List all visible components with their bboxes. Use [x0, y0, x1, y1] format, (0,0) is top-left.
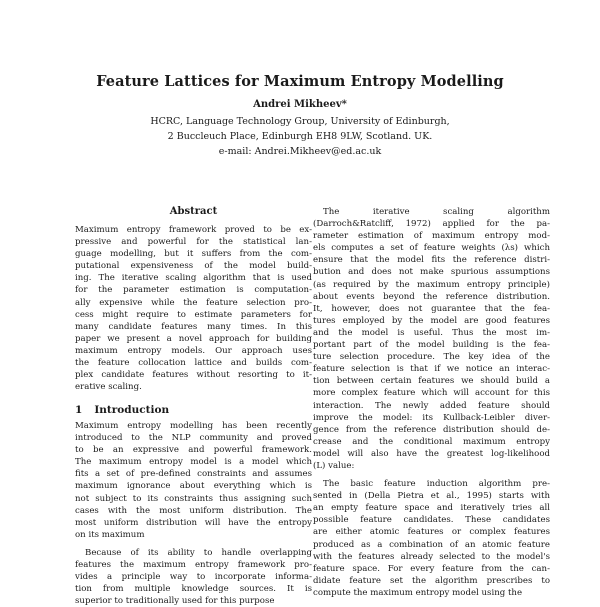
text-line: more complex feature which will account for this: [313, 388, 550, 399]
text-line: introduced to the NLP community and proved: [75, 433, 312, 444]
text-line: portant part of the model building is the fea-: [313, 340, 550, 351]
section-heading: [75, 404, 169, 416]
text-line: improve the model: its Kullback-Leibler diver-: [313, 412, 550, 423]
text-line: model will also have the greatest log-likelihood: [313, 448, 550, 459]
text-line: It, however, does not guarantee that the fea-: [313, 303, 550, 314]
text-line: are either atomic features or complex features: [313, 527, 550, 538]
affiliation-line: HCRC, Language Technology Group, University of Edinburgh,: [150, 116, 450, 127]
abstract-body: [75, 224, 312, 393]
intro-body: [75, 420, 312, 541]
text-line: (Darroch&Ratcliff, 1972) applied for the pa-: [313, 219, 550, 230]
text-line: maximum entropy models. Our approach uses: [75, 345, 312, 356]
section-number: 1: [75, 404, 83, 416]
text-line: the feature collocation lattice and builds com-: [75, 358, 312, 369]
text-line: an empty feature space and iteratively tries all: [313, 503, 550, 514]
paper-title: Feature Lattices for Maximum Entropy Modelling: [96, 73, 504, 90]
text-line: Maximum entropy framework proved to be ex-: [75, 225, 312, 235]
text-line: The maximum entropy model is a model which: [75, 457, 312, 468]
text-line: Because of its ability to handle overlapping: [85, 547, 312, 558]
right-paragraph-1: [313, 206, 550, 472]
author-name: Andrei Mikheev*: [253, 99, 347, 110]
text-line: sented in (Della Pietra et al., 1995) starts with: [313, 491, 550, 502]
text-line: not subject to its constraints thus assigning such: [75, 493, 312, 504]
text-line: cess might require to estimate parameters for: [75, 309, 312, 320]
text-line: bution and does not make spurious assumptions: [313, 267, 550, 278]
text-line: tures employed by the model are good features: [313, 315, 550, 326]
text-line: Maximum entropy modelling has been recently: [75, 421, 312, 431]
text-line: The basic feature induction algorithm pre-: [323, 479, 550, 490]
text-line: didate feature set the algorithm prescribes to: [313, 575, 550, 586]
text-line: (as required by the maximum entropy principle): [313, 279, 550, 290]
left-column: [75, 224, 312, 393]
text-line: erative scaling.: [75, 382, 142, 393]
intro-body-2: [75, 547, 312, 607]
text-line: ensure that the model fits the reference distri-: [313, 255, 550, 266]
text-line: tion from multiple knowledge sources. It is: [75, 584, 312, 595]
text-line: most uniform distribution will have the entropy: [75, 517, 312, 528]
affiliation-block: [0, 114, 600, 159]
text-line: feature selection is that if we notice an interac-: [313, 364, 550, 375]
text-line: paper we present a novel approach for building: [75, 333, 312, 344]
text-line: gence from the reference distribution should de-: [313, 424, 550, 435]
text-line: The iterative scaling algorithm: [323, 207, 550, 217]
text-line: compute the maximum entropy model using the: [313, 587, 523, 598]
text-line: superior to traditionally used for this purpose: [75, 596, 275, 607]
text-line: (L) value:: [313, 460, 355, 471]
text-line: produced as a combination of an atomic feature: [313, 539, 550, 550]
text-line: ing. The iterative scaling algorithm that is used: [75, 273, 312, 284]
text-line: feature space. For every feature from the can-: [313, 563, 550, 574]
text-line: ture selection procedure. The key idea of the: [313, 352, 550, 363]
text-line: possible feature candidates. These candidates: [313, 515, 550, 526]
text-line: vides a principle way to incorporate informa-: [75, 572, 312, 583]
affiliation-line: 2 Buccleuch Place, Edinburgh EH8 9LW, Scotland. UK.: [167, 131, 433, 142]
section-title: Introduction: [94, 404, 170, 416]
text-line: many candidate features many times. In this: [75, 321, 312, 332]
text-line: plex candidate features without resorting to it-: [75, 370, 312, 381]
email-line: e-mail: Andrei.Mikheev@ed.ac.uk: [218, 146, 382, 157]
text-line: and the model is useful. Thus the most im-: [313, 327, 550, 338]
text-line: maximum ignorance about everything which is: [75, 481, 312, 492]
text-line: ally expensive while the feature selection pro-: [75, 297, 312, 308]
text-line: crease and the conditional maximum entropy: [313, 436, 550, 447]
abstract-heading: Abstract: [169, 206, 218, 217]
text-line: fits a set of pre-defined constraints and assumes: [75, 469, 312, 480]
right-column: [313, 206, 550, 599]
text-line: putational expensiveness of the model build-: [75, 261, 312, 272]
text-line: guage modelling, but it suffers from the com-: [75, 249, 312, 260]
text-line: rameter estimation of maximum entropy mod-: [313, 231, 550, 242]
text-line: pressive and powerful for the statistical lan-: [75, 237, 312, 248]
text-line: els computes a set of feature weights (λs) which: [313, 243, 550, 254]
text-line: cases with the most uniform distribution. The: [75, 505, 312, 516]
text-line: to be an expressive and powerful framework.: [75, 445, 312, 456]
right-paragraph-2: [313, 478, 550, 599]
text-line: for the parameter estimation is computation-: [75, 285, 312, 296]
text-line: tion between certain features we should build a: [313, 376, 550, 387]
text-line: interaction. The newly added feature should: [313, 400, 550, 411]
text-line: with the features already selected to the model's: [313, 551, 550, 562]
text-line: features the maximum entropy framework pro-: [75, 560, 312, 571]
intro-column: [75, 420, 312, 607]
text-line: about events beyond the reference distribution.: [313, 291, 550, 302]
text-line: on its maximum: [75, 529, 145, 540]
